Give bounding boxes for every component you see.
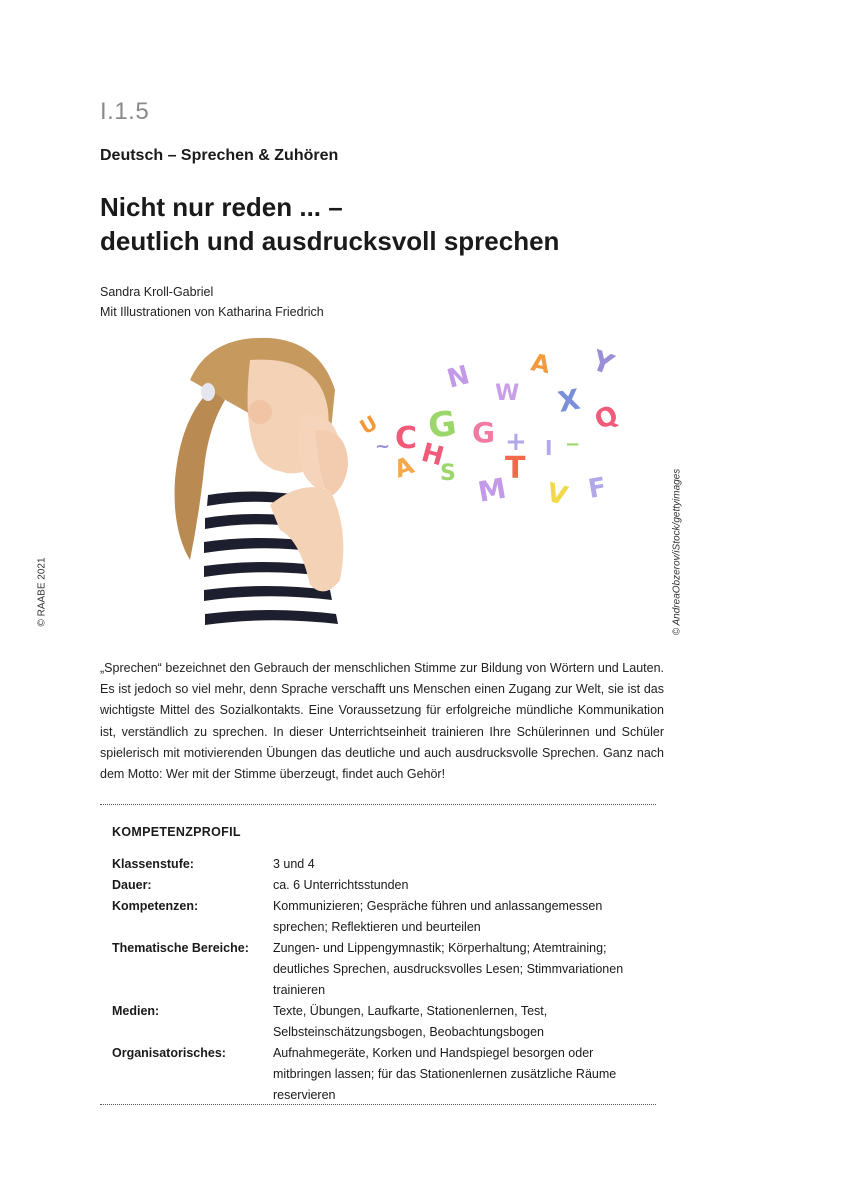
letter-20: I: [545, 436, 553, 460]
letter-16: V: [543, 477, 571, 512]
illustrator-credit: Mit Illustrationen von Katharina Friedrich: [100, 305, 324, 319]
competence-profile-heading: KOMPETENZPROFIL: [112, 825, 241, 839]
row-label: Thematische Bereiche:: [112, 941, 249, 955]
author-block: [100, 282, 324, 322]
page-title: [100, 190, 559, 258]
row-value: ca. 6 Unterrichtsstunden: [272, 878, 409, 892]
letter-15: S: [440, 461, 456, 486]
letter-2: A: [528, 348, 553, 380]
unit-code: I.1.5: [100, 98, 150, 125]
row-label: Medien:: [112, 1004, 160, 1018]
letter-17: F: [586, 472, 609, 505]
row-label: Dauer:: [112, 878, 152, 892]
row-label: Kompetenzen:: [112, 899, 199, 913]
row-label: Klassenstufe:: [112, 857, 194, 871]
table-row: [112, 1001, 652, 1043]
table-row: [112, 938, 652, 1001]
letter-21: ~: [375, 436, 391, 457]
letter-18: U: [355, 410, 382, 440]
letter-8: G: [472, 416, 495, 449]
table-row: [112, 854, 652, 875]
hero-image: [150, 330, 650, 640]
row-value: 3 und 4: [272, 857, 315, 871]
letter-4: W: [495, 381, 520, 406]
row-value: Texte, Übungen, Laufkarte, Stationenlernen, Test, Selbsteinschätzungsbogen, Beobachtungsbogen: [272, 1004, 548, 1039]
intro-paragraph: „Sprechen“ bezeichnet den Gebrauch der menschlichen Stimme zur Bildung von Wörtern und Lauten. Es ist jedoch so viel mehr, denn Sprache verschafft uns Menschen einen Zugang zur Welt, sie ist das wichtigste Mittel des Sozialkontakts. Eine Voraussetzung für erfolgreiche mündliche Kommunikation ist, verständlich zu sprechen. In dieser Unterrichtseinheit trainieren Ihre Schülerinnen und Schüler spielerisch mit motivierenden Übungen das deutliche und auch ausdrucksvolle Sprechen. Ganz nach dem Motto: Wer mit der Stimme überzeugt, findet auch Gehör!: [100, 661, 664, 782]
letter-6: C: [395, 421, 418, 456]
row-label: Organisatorisches:: [112, 1046, 226, 1060]
divider-bottom: [100, 1104, 656, 1105]
row-value: Aufnahmegeräte, Korken und Handspiegel besorgen oder mitbringen lassen; für das Stationenlernen zusätzliche Räume reservieren: [272, 1046, 617, 1102]
letter-9: +: [505, 427, 527, 457]
table-row: [112, 1043, 652, 1106]
letter-14: A: [390, 450, 418, 484]
letter-19: −: [565, 434, 581, 455]
author-name: Sandra Kroll-Gabriel: [100, 285, 214, 299]
divider-top: [100, 804, 656, 805]
competence-profile-table: [112, 854, 652, 1106]
letter-11: Q: [590, 399, 623, 437]
subject-heading: Deutsch – Sprechen & Zuhören: [100, 147, 339, 164]
letter-1: N: [444, 360, 473, 395]
letter-5: X: [555, 382, 583, 419]
letter-12: T: [505, 451, 526, 486]
row-value: Kommunizieren; Gespräche führen und anlassangemessen sprechen; Reflektieren und beurteilen: [272, 899, 603, 934]
letter-10: H: [418, 437, 447, 473]
row-value: Zungen- und Lippengymnastik; Körperhaltung; Atemtraining; deutliches Sprechen, ausdrucksvolles Lesen; Stimmvariationen trainieren: [272, 941, 624, 997]
table-row: [112, 875, 652, 896]
photo-credit: © AndreaObzerov/iStock/gettyimages: [671, 468, 683, 636]
letter-7: G: [425, 403, 459, 447]
letter-13: M: [475, 471, 509, 509]
title-line-1: Nicht nur reden ... –: [100, 192, 343, 222]
letter-3: Y: [587, 343, 618, 382]
title-line-2: deutlich und ausdrucksvoll sprechen: [100, 226, 560, 256]
copyright-note: © RAABE 2021: [36, 557, 48, 627]
table-row: [112, 896, 652, 938]
